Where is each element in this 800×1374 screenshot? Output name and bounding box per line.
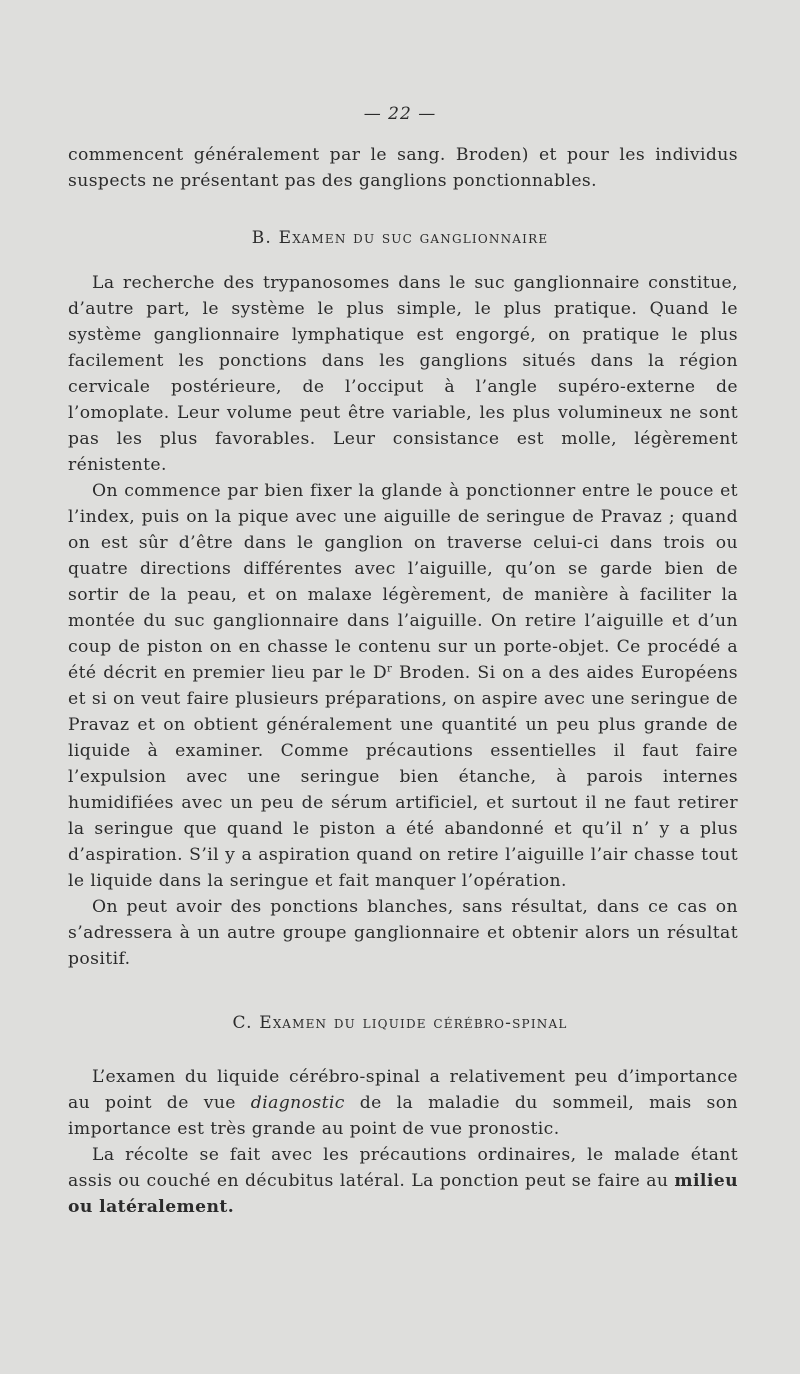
intro-paragraph [68,142,738,194]
section-b-paragraph-2-part-1: On commence par bien fixer la glande à ponctionner entre le pouce et l’index, puis on la pique avec une aiguille de seringue de Pravaz ; quand on est sûr d’être dans le ganglion on traverse celui-ci dans trois ou quatre directions différentes avec l’aiguille, qu’on se garde bien de sortir de la peau, et on malaxe légèrement, de manière à faciliter la montée du suc ganglionnaire dans l’aiguille. On retire l’aiguille et d’un coup de piston on en chasse le contenu sur un porte-objet. Ce procédé a été décrit en premier lieu par le D [68,481,738,683]
doctor-superscript: r [387,663,393,675]
section-c-paragraph-1-part-2: de la maladie du sommeil, mais son importance est très grande au point de vue pronostic. [68,1093,738,1139]
section-b-paragraph-1: La recherche des trypanosomes dans le suc ganglionnaire constitue, d’autre part, le système le plus simple, le plus pratique. Quand le système ganglionnaire lymphatique est engorgé, on pratique le plus facilement les ponctions dans les ganglions situés dans la région cervicale postérieure, de l’occiput à l’angle supéro-externe de l’omoplate. Leur volume peut être variable, les plus volumineux ne sont pas les plus favorables. Leur consistance est molle, légèrement rénistente. [68,273,738,475]
section-b-heading: B. Examen du suc ganglionnaire [251,228,549,248]
section-c-paragraph-1-part-1: L’examen du liquide cérébro-spinal a relativement peu d’importance au point de vue [68,1067,738,1113]
section-b-body [68,270,738,972]
section-c-paragraph-2 [68,1142,738,1220]
section-c-heading: C. Examen du liquide cérébro-spinal [232,1013,568,1033]
page-number: — 22 — [363,104,437,124]
section-c-paragraph-1 [68,1064,738,1142]
section-b-paragraph-2 [68,478,738,894]
diagnostic-italic: diagnostic [250,1093,345,1113]
intro-text: commencent généralement par le sang. Broden) et pour les individus suspects ne présentant pas des ganglions ponctionnables. [68,145,738,191]
section-b-paragraph-3: On peut avoir des ponctions blanches, sans résultat, dans ce cas on s’adressera à un autre groupe ganglionnaire et obtenir alors un résultat positif. [68,897,738,969]
section-c-paragraph-2-part-1: La récolte se fait avec les précautions ordinaires, le malade étant assis ou couché en décubitus latéral. La ponction peut se faire au [68,1145,738,1191]
section-c-body [68,1064,738,1220]
section-c-paragraph-2-part-2: milieu ou latéralement. [68,1171,738,1217]
section-b-paragraph-2-part-2: Broden. Si on a des aides Européens et si on veut faire plusieurs préparations, on aspire avec une seringue de Pravaz et on obtient généralement une quantité un peu plus grande de liquide à examiner. Comme précautions essentielles il faut faire l’expulsion avec une seringue bien étanche, à parois internes humidifiées avec un peu de sérum artificiel, et surtout il ne faut retirer la seringue que quand le piston a été abandonné et qu’il n’ y a plus d’aspiration. S’il y a aspiration quand on retire l’aiguille l’air chasse tout le liquide dans la seringue et fait manquer l’opération. [68,663,738,891]
